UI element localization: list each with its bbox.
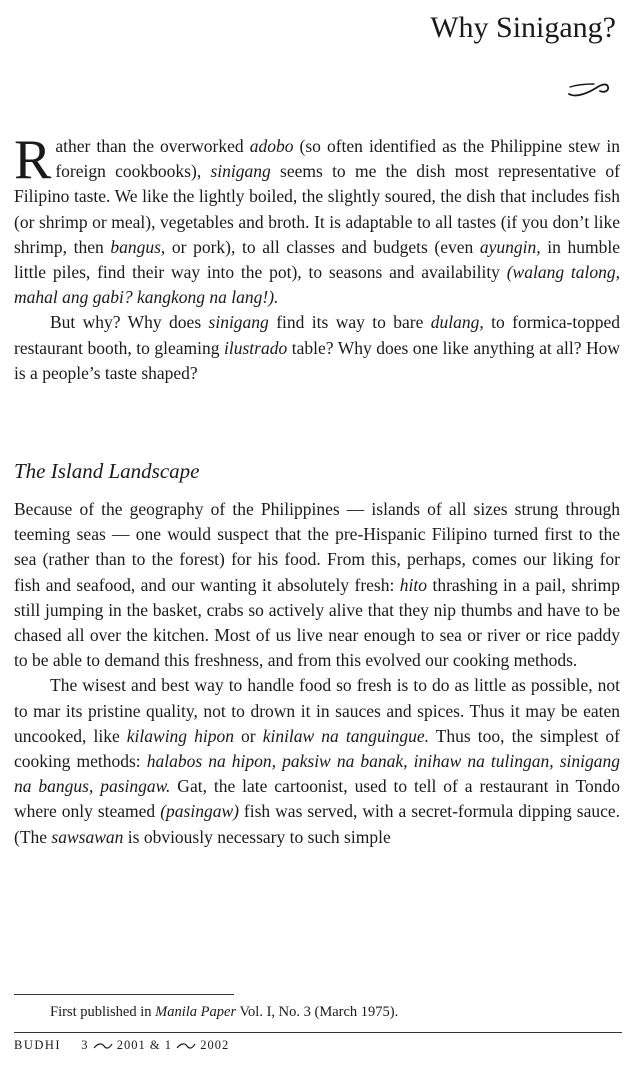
text-run: The wisest and best way to handle food so fresh is to do as little as possible, not to mar its pristine quality, not to drown it in sauces and spices. Thus it may be eaten uncooked, like [14,675,620,746]
italic-run: sinigang [208,312,269,333]
drop-cap: R [14,129,52,191]
text-run: But why? Why does [50,312,209,333]
italic-run: dulang, [430,312,484,333]
text-run: (so often identified as the Philippine stew in foreign cookbooks), [55,136,620,182]
italic-run: sawsawan [51,826,124,847]
text-run: or [233,725,263,746]
text-run: or pork), to all classes and budgets (even [165,236,480,257]
footer-divider [14,1032,622,1033]
footnote-divider [14,994,234,995]
page-title: Why Sinigang? [430,11,616,44]
text-run: in humble little piles, find their way into the pot), to seasons and availability [14,236,620,283]
italic-run: ilustrado [224,337,288,358]
italic-run: ayungin, [479,236,541,257]
section-body [14,497,620,850]
italic-run: (pasingaw) [160,801,239,822]
section-heading: The Island Landscape [14,459,200,483]
italic-run: halabos na hipon, paksiw na banak, inihaw na tulingan, sinigang na bangus, pasingaw. [14,751,621,797]
italic-run: sinigang [210,161,271,182]
footnote-prefix: First published in [50,1004,156,1020]
text-run: to formica-topped restaurant booth, to gleaming [14,312,621,358]
paragraph-3 [14,497,620,673]
italic-run: adobo [249,136,294,156]
italic-run: bangus, [110,236,166,257]
text-run: Gat, the late cartoonist, used to tell of a restaurant in Tondo where only steamed [14,776,620,822]
italic-run: hito [399,574,428,595]
text-run: thrashing in a pail, shrimp still jumping in the basket, crabs so actively alive that they nip thumbs and have to be chased all over the kitchen. Most of us live near enough to sea or river or rice paddy to be able to demand this freshness, and from this evolved our cooking methods. [14,574,620,671]
footnote-suffix: Vol. I, No. 3 (March 1975). [236,1004,399,1020]
italic-run: kilawing hipon [126,725,234,746]
footnote [50,1002,398,1022]
footer-number: 3 [81,1038,89,1052]
paragraph-1 [14,129,620,310]
footer-year-a: 2001 & 1 [116,1038,172,1052]
text-run: is obviously necessary to such simple [123,826,391,847]
text-run: ather than the overworked [55,136,250,156]
italic-run: kinilaw na tanguingue. [262,725,429,746]
tilde-swash-icon [93,1041,113,1051]
footnote-journal: Manila Paper [155,1004,237,1020]
running-footer [14,1036,229,1054]
footer-journal: BUDHI [14,1038,62,1052]
text-run: fish was served, with a secret-formula dipping sauce. (The [14,801,620,847]
text-run: Thus too, the simplest of cooking methods: [14,725,620,772]
paragraph-4 [14,673,620,849]
swash-ornament-icon [566,78,612,100]
text-run: seems to me the dish most representative of Filipino taste. We like the lightly boiled, the slightly soured, the dish that includes fish (or shrimp or meal), vegetables and broth. It is adaptable to all tastes (if you don’t like shrimp, then [14,161,620,257]
italic-run: (walang talong, mahal ang gabi? kangkong na lang!). [14,262,620,308]
tilde-swash-icon [176,1041,196,1051]
text-run: table? Why does one like anything at all? How is a people’s taste shaped? [14,337,620,383]
intro-body [14,129,621,386]
footer-year-b: 2002 [200,1038,230,1052]
paragraph-2 [14,310,620,386]
text-run: find its way to bare [268,312,431,333]
text-run: Because of the geography of the Philippines — islands of all sizes strung through teeming seas — one would suspect that the pre-Hispanic Filipino turned first to the sea (rather than to the forest) for his food. From this, perhaps, comes our liking for fish and seafood, and our wanting it absolutely fresh: [14,499,620,595]
